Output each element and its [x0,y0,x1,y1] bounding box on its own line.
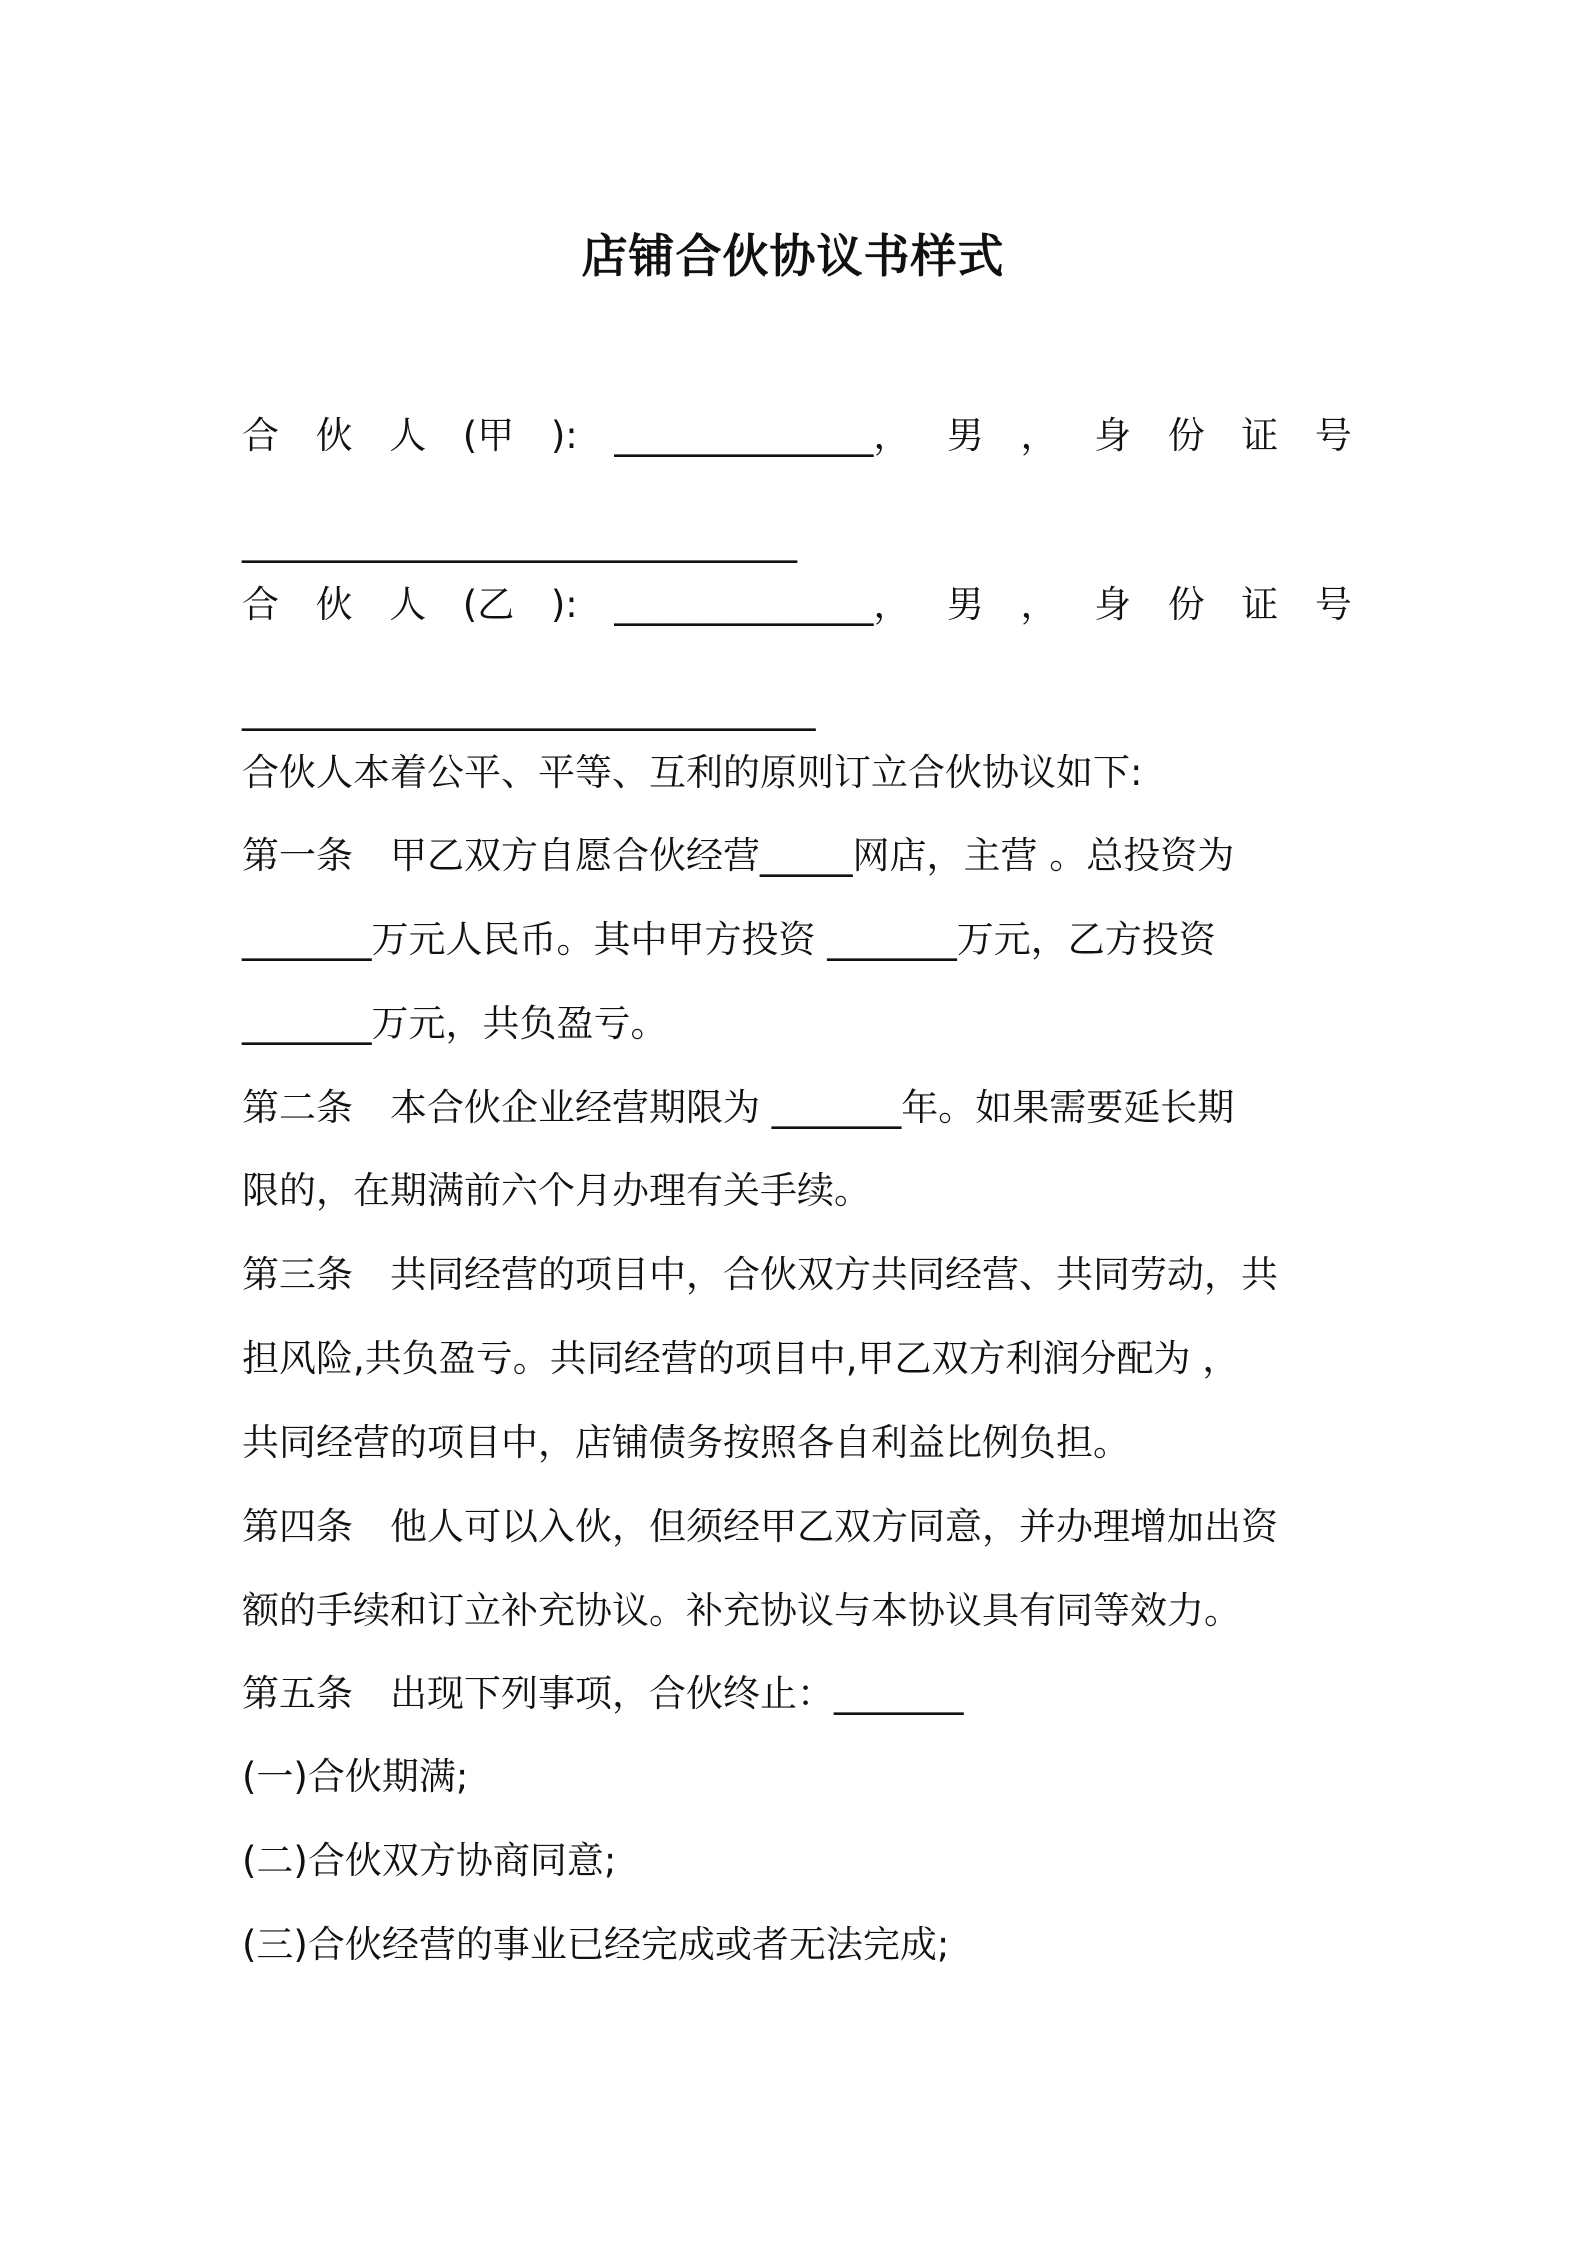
article-1-line-3: _______万元，共负盈亏。 [242,1002,668,1045]
article-1-line-2: _______万元人民币。其中甲方投资 _______万元，乙方投资 [242,918,1216,961]
party-a-part: 身 [1094,414,1132,457]
party-a-part: 人 [389,414,427,457]
article-3-line-2: 担风险,共负盈亏。共同经营的项目中,甲乙双方利润分配为 ， [242,1337,1240,1380]
party-a-part: ): [550,414,578,457]
party-a-part: 号 [1314,414,1352,457]
party-b-name-blank: ______________， [614,583,911,626]
article-3-line-3: 共同经营的项目中，店铺债务按照各自利益比例负担。 [242,1421,1130,1464]
party-b-part: 合 [242,583,279,626]
party-a-part: (甲 [462,414,515,457]
party-b-line [242,580,1352,630]
party-b-part: 号 [1314,583,1352,626]
party-a-part: 男 [946,414,984,457]
article-2-line-2: 限的，在期满前六个月办理有关手续。 [242,1169,871,1212]
party-b-part: ， [1020,583,1058,626]
article-5-item-3: (三)合伙经营的事业已经完成或者无法完成; [242,1923,950,1966]
party-b-part: ): [550,583,578,626]
party-b-part: 伙 [315,583,353,626]
article-5-item-1: (一)合伙期满; [242,1755,469,1798]
party-a-name-blank: ______________， [614,414,911,457]
party-a-part: ， [1020,414,1058,457]
party-b-part: 证 [1241,583,1279,626]
article-4-line-1: 第四条 他人可以入伙，但须经甲乙双方同意，并办理增加出资 [242,1505,1278,1548]
article-3-line-1: 第三条 共同经营的项目中，合伙双方共同经营、共同劳动，共 [242,1253,1278,1296]
party-b-part: 份 [1167,583,1205,626]
article-2-line-1: 第二条 本合伙企业经营期限为 _______年。如果需要延长期 [242,1086,1235,1129]
article-4-line-2: 额的手续和订立补充协议。补充协议与本协议具有同等效力。 [242,1589,1241,1632]
party-b-part: 人 [389,583,427,626]
party-a-part: 证 [1241,414,1279,457]
party-a-part: 份 [1167,414,1205,457]
document-title: 店铺合伙协议书样式 [581,229,1005,283]
intro-paragraph: 合伙人本着公平、平等、互利的原则订立合伙协议如下: [242,751,1143,794]
party-a-line [242,411,1352,461]
party-b-part: 男 [946,583,984,626]
article-1-line-1: 第一条 甲乙双方自愿合伙经营_____网店，主营 。总投资为 [242,834,1235,877]
party-b-part: 身 [1094,583,1132,626]
article-5-line-1: 第五条 出现下列事项，合伙终止：_______ [242,1672,964,1715]
party-a-part: 合 [242,414,279,457]
party-b-id-blank: _______________________________ [242,688,816,731]
article-5-item-2: (二)合伙双方协商同意; [242,1839,617,1882]
party-a-id-blank: ______________________________ [242,520,797,563]
party-a-part: 伙 [315,414,353,457]
party-b-part: (乙 [462,583,515,626]
